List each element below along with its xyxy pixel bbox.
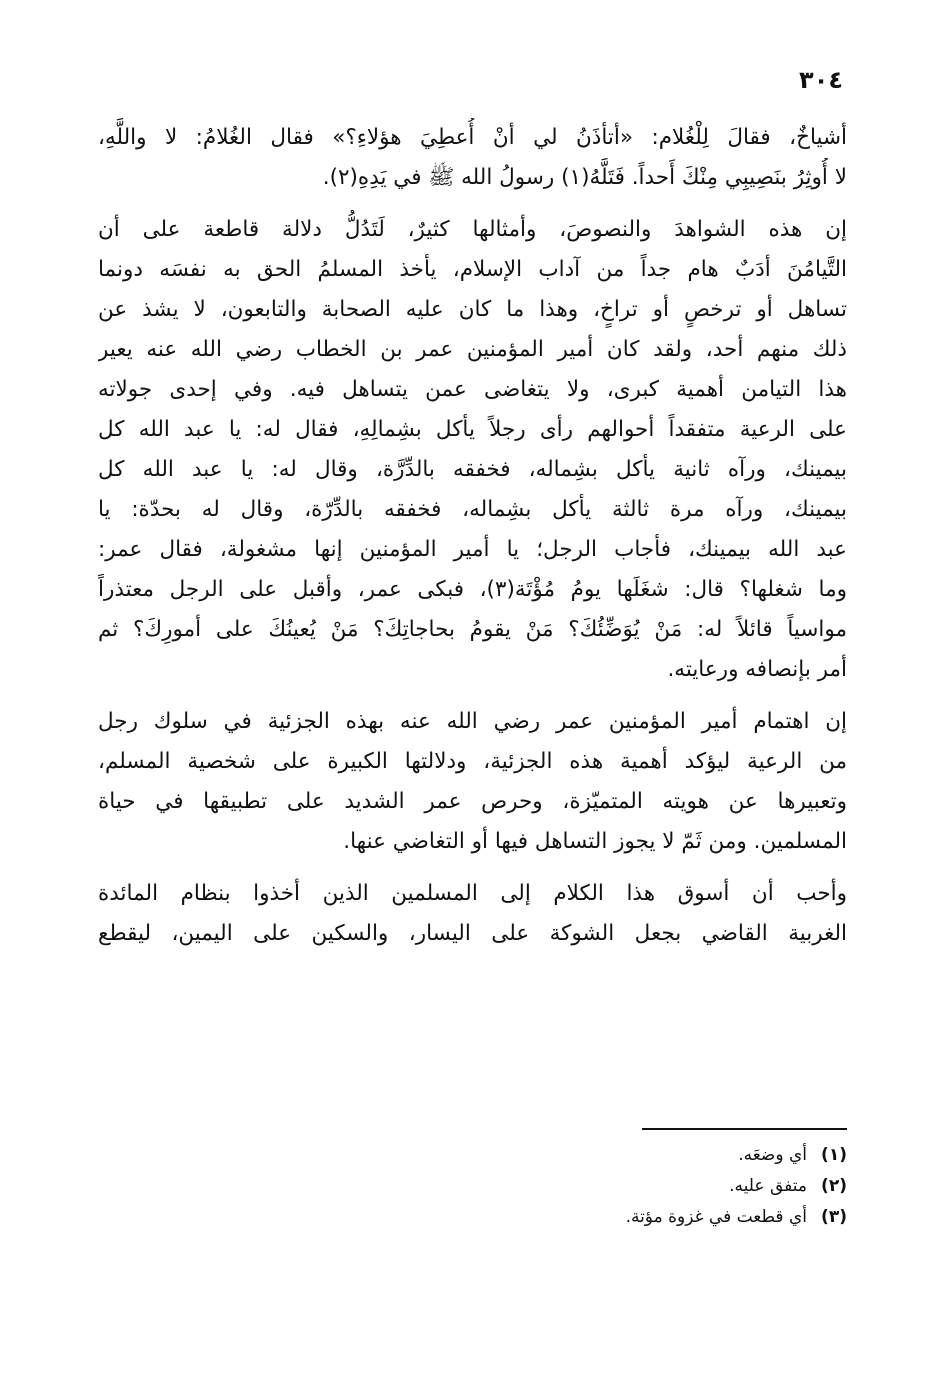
footnote-divider <box>642 1128 847 1130</box>
text-line: وتعبيرها عن هويته المتميّزة، وحرص عمر الشديد على تطبيقها في حياة <box>98 789 847 814</box>
text-line: بيمينك، ورآه ثانية يأكل بشِماله، فخفقه بالدِّرَّة، وقال له: يا عبد الله كل <box>98 457 847 482</box>
text-line: وما شغلها؟ قال: شغَلَها يومُ مُؤْتَة(٣)، فبكى عمر، وأقبل على الرجل معتذراً <box>98 577 847 602</box>
page-number: ٣٠٤ <box>799 66 843 94</box>
text-line: إن اهتمام أمير المؤمنين عمر رضي الله عنه بهذه الجزئية في سلوك رجل <box>98 709 847 734</box>
paragraph-4 <box>98 874 847 954</box>
paragraph-2 <box>98 210 847 690</box>
text-line: التَّيامُنَ أدَبٌ هام جداً من آداب الإسلام، يأخذ المسلمُ الحق به نفسَه دونما <box>98 257 847 282</box>
text-line: بيمينك، ورآه مرة ثالثة يأكل بشِماله، فخفقه بالدِّرّة، وقال له بحدّة: يا <box>98 497 847 522</box>
main-text <box>98 118 847 954</box>
footnote-text: متفق عليه. <box>729 1176 807 1196</box>
footnote-number: (٣) <box>821 1207 847 1227</box>
text-line: على الرعية متفقداً أحوالهم رأى رجلاً يأكل بشِمالِهِ، فقال له: يا عبد الله كل <box>98 417 847 442</box>
text-line: ذلك منهم أحد، ولقد كان أمير المؤمنين عمر بن الخطاب رضي الله عنه يعير <box>98 337 847 362</box>
footnote-item <box>626 1140 847 1171</box>
text-line: إن هذه الشواهدَ والنصوصَ، وأمثالها كثيرٌ، لَتَدُلُّ دلالة قاطعة على أن <box>98 217 847 242</box>
footnote-item <box>626 1202 847 1233</box>
text-line: أشياخٌ، فقالَ لِلْغُلام: «أتأذَنُ لي أنْ أُعطِيَ هؤلاءِ؟» فقال الغُلامُ: لا واللَّهِ، <box>98 125 847 150</box>
paragraph-1 <box>98 118 847 198</box>
footnote-text: أي وضعَه. <box>738 1145 807 1165</box>
text-line: تساهل أو ترخصٍ أو تراخٍ، وهذا ما كان عليه الصحابة والتابعون، لا يشذ عن <box>98 297 847 322</box>
text-line: مواسياً قائلاً له: مَنْ يُوَضِّئُكَ؟ مَنْ يقومُ بحاجاتِكَ؟ مَنْ يُعينُكَ على أمورِكَ؟ ثم <box>98 617 847 642</box>
footnote-item <box>626 1171 847 1202</box>
footnotes <box>626 1140 847 1233</box>
text-line: أمر بإنصافه ورعايته. <box>667 657 847 682</box>
text-line: الغربية القاضي بجعل الشوكة على اليسار، والسكين على اليمين، ليقطع <box>98 921 847 946</box>
text-line: من الرعية ليؤكد أهمية هذه الجزئية، ودلالتها الكبيرة على شخصية المسلم، <box>98 749 847 774</box>
paragraph-3 <box>98 702 847 862</box>
text-line: هذا التيامن أهمية كبرى، ولا يتغاضى عمن يتساهل فيه. وفي إحدى جولاته <box>98 377 847 402</box>
footnote-number: (١) <box>821 1145 847 1165</box>
text-line: لا أُوثِرُ بنَصِيبِي مِنْكَ أَحداً. فَتَلَّهُ(١) رسولُ الله ﷺ في يَدِهِ(٢). <box>322 165 847 190</box>
footnote-number: (٢) <box>821 1176 847 1196</box>
text-line: المسلمين. ومن ثَمّ لا يجوز التساهل فيها أو التغاضي عنها. <box>343 829 847 854</box>
text-line: وأحب أن أسوق هذا الكلام إلى المسلمين الذين أخذوا بنظام المائدة <box>98 881 847 906</box>
text-line: عبد الله بيمينك، فأجاب الرجل؛ يا أمير المؤمنين إنها مشغولة، فقال عمر: <box>98 537 847 562</box>
footnote-text: أي قطعت في غزوة مؤتة. <box>625 1207 807 1227</box>
